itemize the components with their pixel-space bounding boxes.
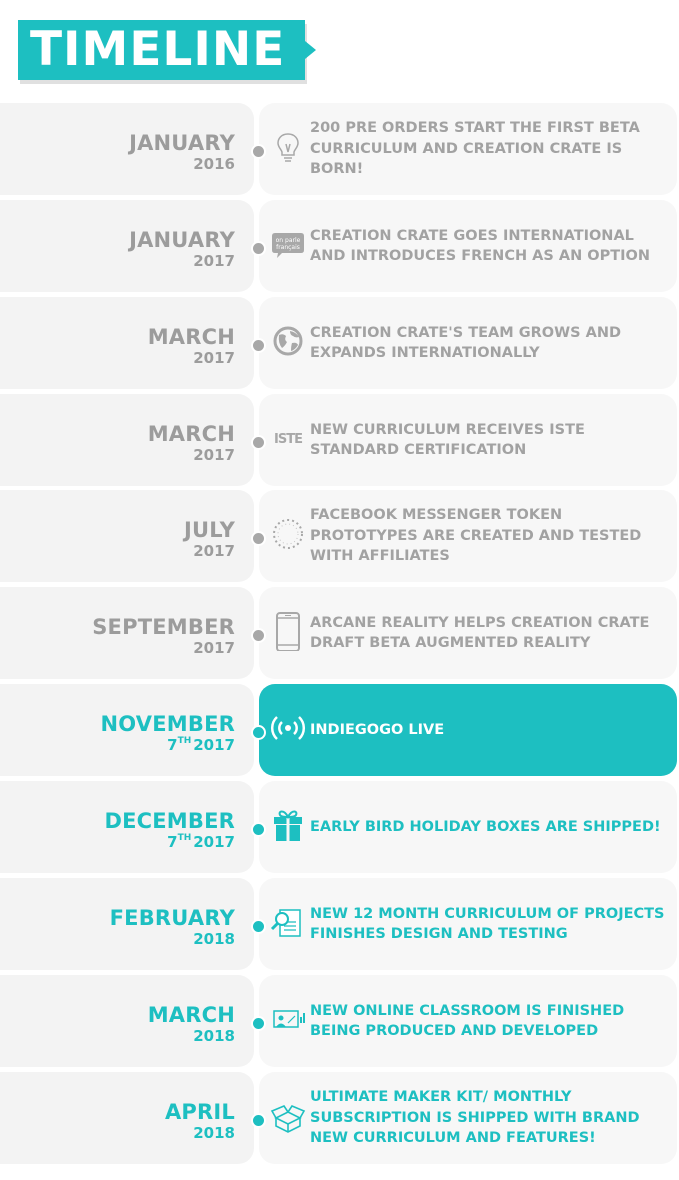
timeline-dot xyxy=(251,144,266,159)
timeline-row xyxy=(0,297,679,389)
event-description: ARCANE REALITY HELPS CREATION CRATE DRAFT BETA AUGMENTED REALITY xyxy=(310,614,650,651)
event-year: 2016 xyxy=(193,155,235,173)
svg-text:on parle: on parle xyxy=(275,237,301,244)
iste-logo-icon xyxy=(268,418,308,458)
date-card xyxy=(0,490,254,582)
event-description: NEW 12 MONTH CURRICULUM OF PROJECTS FINISHES DESIGN AND TESTING xyxy=(310,905,665,942)
date-card xyxy=(0,200,254,292)
event-month: JANUARY xyxy=(129,131,235,155)
event-description: 200 PRE ORDERS START THE FIRST BETA CURRICULUM AND CREATION CRATE IS BORN! xyxy=(310,120,640,178)
event-month: DECEMBER xyxy=(104,809,235,833)
event-month: MARCH xyxy=(147,1003,235,1027)
timeline-dot xyxy=(251,628,266,643)
date-card xyxy=(0,878,254,970)
event-month: JULY xyxy=(184,518,235,542)
timeline-row xyxy=(0,394,679,486)
event-description: EARLY BIRD HOLIDAY BOXES ARE SHIPPED! xyxy=(310,818,661,835)
event-description: ULTIMATE MAKER KIT/ MONTHLY SUBSCRIPTION IS SHIPPED WITH BRAND NEW CURRICULUM AND FEATURES! xyxy=(310,1089,640,1147)
event-month: SEPTEMBER xyxy=(92,615,235,639)
broadcast-icon xyxy=(268,708,308,748)
date-card xyxy=(0,587,254,679)
event-description: NEW CURRICULUM RECEIVES ISTE STANDARD CERTIFICATION xyxy=(310,421,585,458)
timeline-row xyxy=(0,975,679,1067)
event-year: 2018 xyxy=(193,930,235,948)
document-magnifier-icon xyxy=(268,902,308,942)
svg-text:français: français xyxy=(276,244,300,251)
timeline-dot xyxy=(251,822,266,837)
date-card xyxy=(0,1072,254,1164)
event-year: 2017 xyxy=(193,639,235,657)
timeline-dot xyxy=(251,919,266,934)
timeline-dot xyxy=(251,725,266,740)
globe-icon xyxy=(268,321,308,361)
open-box-icon xyxy=(268,1096,308,1136)
date-card xyxy=(0,394,254,486)
gift-icon xyxy=(268,805,308,845)
timeline-row xyxy=(0,878,679,970)
svg-text:ISTE: ISTE xyxy=(274,432,302,447)
event-month: APRIL xyxy=(164,1100,235,1124)
timeline-dot xyxy=(251,531,266,546)
date-card xyxy=(0,103,254,195)
timeline-row xyxy=(0,200,679,292)
timeline-row xyxy=(0,781,679,873)
smartphone-icon xyxy=(268,611,308,651)
timeline-dot xyxy=(251,1016,266,1031)
timeline-row xyxy=(0,684,679,776)
title-banner xyxy=(18,20,305,80)
event-month: MARCH xyxy=(147,422,235,446)
event-year: 2017 xyxy=(193,446,235,464)
timeline-row xyxy=(0,490,679,582)
event-year: 2018 xyxy=(193,1124,235,1142)
event-month: JANUARY xyxy=(129,228,235,252)
event-description: CREATION CRATE'S TEAM GROWS AND EXPANDS INTERNATIONALLY xyxy=(310,324,621,361)
event-year: 2017 xyxy=(193,349,235,367)
timeline-dot xyxy=(251,338,266,353)
page-title: TIMELINE xyxy=(30,22,286,77)
event-year: 2018 xyxy=(193,1027,235,1045)
date-card xyxy=(0,684,254,776)
event-month: MARCH xyxy=(147,325,235,349)
lightbulb-icon xyxy=(268,127,308,167)
event-year: 2017 xyxy=(193,252,235,270)
online-classroom-icon xyxy=(268,999,308,1039)
timeline-row xyxy=(0,103,679,195)
event-year: 7TH 2017 xyxy=(167,736,235,754)
timeline-row xyxy=(0,1072,679,1164)
event-description: FACEBOOK MESSENGER TOKEN PROTOTYPES ARE CREATED AND TESTED WITH AFFILIATES xyxy=(310,507,642,565)
date-card xyxy=(0,781,254,873)
event-year: 7TH 2017 xyxy=(167,833,235,851)
date-card xyxy=(0,975,254,1067)
date-card xyxy=(0,297,254,389)
event-month: NOVEMBER xyxy=(100,712,235,736)
event-year: 2017 xyxy=(193,542,235,560)
event-description: CREATION CRATE GOES INTERNATIONAL AND INTRODUCES FRENCH AS AN OPTION xyxy=(310,227,650,264)
event-description: NEW ONLINE CLASSROOM IS FINISHED BEING PRODUCED AND DEVELOPED xyxy=(310,1002,625,1039)
timeline-row xyxy=(0,587,679,679)
token-circle-icon xyxy=(268,514,308,554)
timeline-dot xyxy=(251,1113,266,1128)
timeline-dot xyxy=(251,435,266,450)
event-description: INDIEGOGO LIVE xyxy=(310,721,445,738)
event-month: FEBRUARY xyxy=(109,906,235,930)
timeline-dot xyxy=(251,241,266,256)
french-speech-bubble-icon xyxy=(268,224,308,264)
